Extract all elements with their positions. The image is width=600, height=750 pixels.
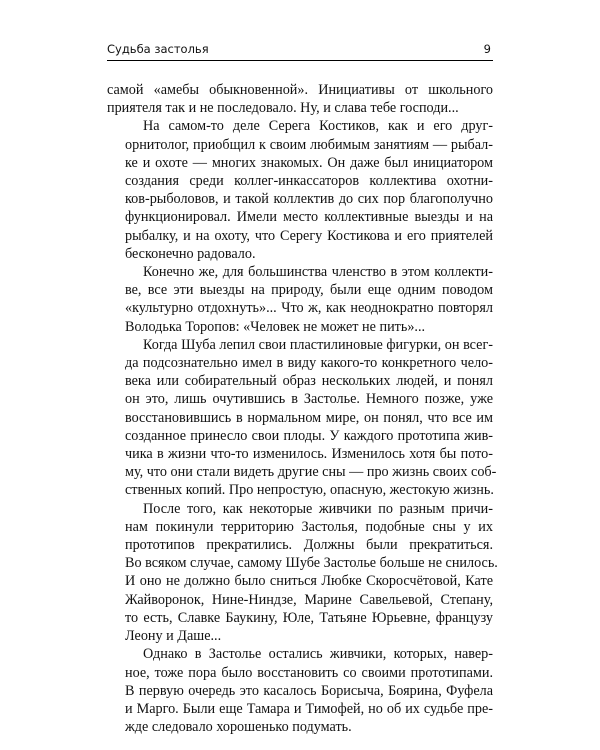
paragraph bbox=[107, 336, 497, 500]
paragraph bbox=[107, 117, 493, 263]
text-line: Конечно же, для большинства членство в этом коллекти- bbox=[143, 264, 493, 281]
paragraph bbox=[107, 645, 493, 736]
text-line: он это, лишь очутившись в Застолье. Немного позже, уже bbox=[125, 391, 493, 408]
chapter-title: Судьба застолья bbox=[107, 42, 209, 56]
text-line: Володька Торопов: «Человек не может не пить»... bbox=[125, 318, 426, 335]
text-line: приятеля так и не последовало. Ну, и слава тебе господи... bbox=[107, 100, 459, 117]
text-line: века или собирательный образ нескольких людей, и понял bbox=[125, 373, 493, 390]
text-line: Во всяком случае, самому Шубе Застолье больше не снилось. bbox=[125, 555, 498, 572]
text-line: нам покинули территорию Застолья, подобные сны у их bbox=[125, 518, 493, 535]
paragraph bbox=[107, 500, 498, 646]
text-line: му, что они стали видеть другие сны — про жизнь своих соб- bbox=[125, 464, 497, 481]
text-line: орнитолог, приобщил к своим любимым занятиям — рыбал- bbox=[125, 136, 493, 153]
running-header bbox=[107, 38, 493, 61]
text-line: чика в жизни что-то изменилось. Изменилось хотя бы пото- bbox=[125, 446, 493, 463]
text-line: жде следовало хорошенько подумать. bbox=[125, 719, 352, 736]
text-line: ке и охоте — многих знакомых. Он даже был инициатором bbox=[125, 154, 493, 171]
text-line: ков-рыболовов, и такой коллектив до сих пор благополучно bbox=[125, 191, 493, 208]
text-line: Жайворонок, Нине-Ниндзе, Марине Савельевой, Степану, bbox=[125, 591, 493, 608]
text-line: Леону и Даше... bbox=[125, 628, 222, 645]
text-line: восстановившись в нормальном мире, он понял, что все им bbox=[125, 409, 493, 426]
text-line: Однако в Застолье остались живчики, которых, навер- bbox=[143, 646, 493, 663]
text-line: рыбалку, и на охоту, что Серегу Костикова и его приятелей bbox=[125, 227, 493, 244]
paragraph bbox=[107, 81, 493, 117]
text-line: Когда Шуба лепил свои пластилиновые фигурки, он всег- bbox=[143, 336, 493, 353]
page-number: 9 bbox=[483, 42, 491, 56]
text-line: «культурно отдохнуть»... Что ж, как неоднократно повторял bbox=[125, 300, 493, 317]
text-line: и Марго. Были еще Тамара и Тимофей, но об их судьбе пре- bbox=[125, 700, 493, 717]
text-line: ственных копий. Про непростую, опасную, жестокую жизнь. bbox=[125, 482, 494, 499]
text-line: В первую очередь это касалось Борисыча, Боярина, Фуфела bbox=[125, 682, 493, 699]
text-line: то есть, Славке Баукину, Юле, Татьяне Юрьевне, французу bbox=[125, 609, 493, 626]
text-line: На самом-то деле Серега Костиков, как и его друг- bbox=[143, 118, 493, 135]
body-text bbox=[107, 81, 498, 736]
text-line: да подсознательно имел в виду какого-то конкретного чело- bbox=[125, 355, 493, 372]
text-line: И оно не должно было сниться Любке Скоросчётовой, Кате bbox=[125, 573, 493, 590]
text-line: После того, как некоторые живчики по разным причи- bbox=[143, 500, 493, 517]
text-line: ве, все эти выезды на природу, были еще одним поводом bbox=[125, 282, 493, 299]
text-line: создания среди коллег-инкассаторов коллектива охотни- bbox=[125, 173, 493, 190]
text-line: прототипов прекратились. Должны были прекратиться. bbox=[125, 537, 493, 554]
text-line: ное, тоже пора было восстановить со своими прототипами. bbox=[125, 664, 493, 681]
text-line: созданное принесло свои плоды. У каждого прототипа жив- bbox=[125, 427, 493, 444]
text-line: самой «амебы обыкновенной». Инициативы от школьного bbox=[107, 82, 493, 98]
text-line: бесконечно радовало. bbox=[125, 245, 256, 262]
text-line: функционировал. Имели место коллективные выезды и на bbox=[125, 209, 493, 226]
paragraph bbox=[107, 263, 493, 336]
